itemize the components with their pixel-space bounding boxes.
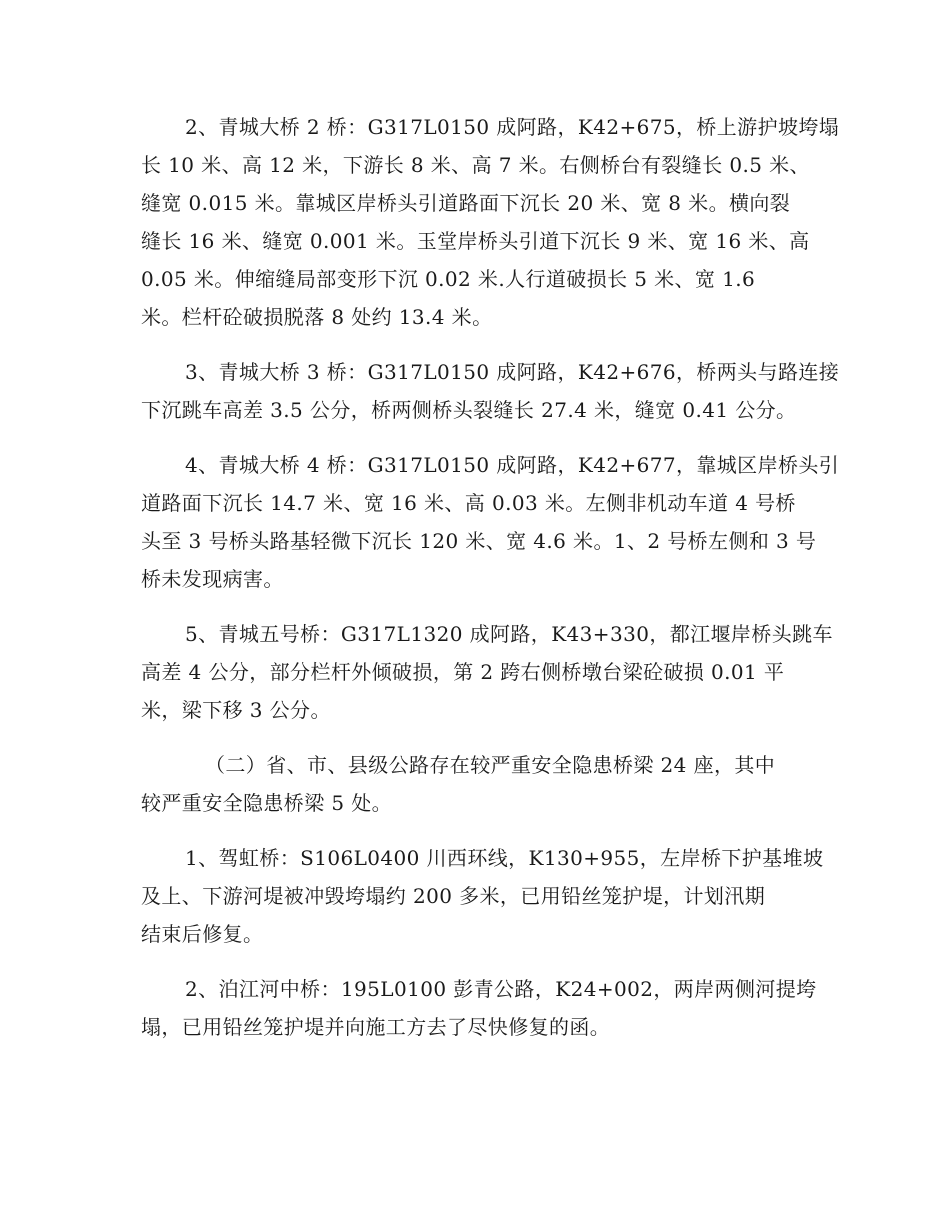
text-line: 米。栏杆砼破损脱落 8 处约 13.4 米。 [141,305,493,329]
text-line: 5、青城五号桥：G317L1320 成阿路，K43+330，都江堰岸桥头跳车 [185,622,833,646]
paragraph-bridge-2 [141,108,840,336]
text-line: 下沉跳车高差 3.5 公分，桥两侧桥头裂缝长 27.4 米，缝宽 0.41 公分。 [141,398,797,422]
paragraph-jiahong-bridge [141,839,824,953]
text-line: 米，梁下移 3 公分。 [141,698,331,722]
paragraph-bridge-5 [141,615,833,729]
text-line: 长 10 米、高 12 米，下游长 8 米、高 7 米。右侧桥台有裂缝长 0.5 米、 [141,153,810,177]
text-line: 缝宽 0.015 米。靠城区岸桥头引道路面下沉长 20 米、宽 8 米。横向裂 [141,191,791,215]
text-line: 头至 3 号桥头路基轻微下沉长 120 米、宽 4.6 米。1、2 号桥左侧和 3 号 [141,529,817,553]
text-line: 结束后修复。 [141,922,264,946]
text-line: 0.05 米。伸缩缝局部变形下沉 0.02 米.人行道破损长 5 米、宽 1.6 [141,267,756,291]
text-line: 桥未发现病害。 [141,567,284,591]
text-line: 较严重安全隐患桥梁 5 处。 [141,791,393,815]
text-line: 1、驾虹桥：S106L0400 川西环线，K130+955，左岸桥下护基堆坡 [185,846,824,870]
text-line: 及上、下游河堤被冲毁垮塌约 200 多米，已用铅丝笼护堤，计划汛期 [141,884,766,908]
text-line: 2、泊江河中桥：195L0100 彭青公路，K24+002，两岸两侧河提垮 [185,977,817,1001]
text-line: 2、青城大桥 2 桥：G317L0150 成阿路，K42+675，桥上游护坡垮塌 [185,115,840,139]
document-body [141,108,840,1063]
text-line: 道路面下沉长 14.7 米、宽 16 米、高 0.03 米。左侧非机动车道 4 号桥 [141,491,796,515]
text-line: （二）省、市、县级公路存在较严重安全隐患桥梁 24 座，其中 [205,753,776,777]
text-line: 塌，已用铅丝笼护堤并向施工方去了尽快修复的函。 [141,1015,611,1039]
paragraph-bridge-3 [141,353,840,429]
text-line: 4、青城大桥 4 桥：G317L0150 成阿路，K42+677，靠城区岸桥头引 [185,453,840,477]
text-line: 3、青城大桥 3 桥：G317L0150 成阿路，K42+676，桥两头与路连接 [185,360,840,384]
paragraph-bridge-4 [141,446,840,598]
text-line: 高差 4 公分，部分栏杆外倾破损，第 2 跨右侧桥墩台梁砼破损 0.01 平 [141,660,785,684]
text-line: 缝长 16 米、缝宽 0.001 米。玉堂岸桥头引道下沉长 9 米、宽 16 米、高 [141,229,810,253]
paragraph-bojianghe-bridge [141,970,817,1046]
paragraph-section-2-heading [141,746,809,822]
